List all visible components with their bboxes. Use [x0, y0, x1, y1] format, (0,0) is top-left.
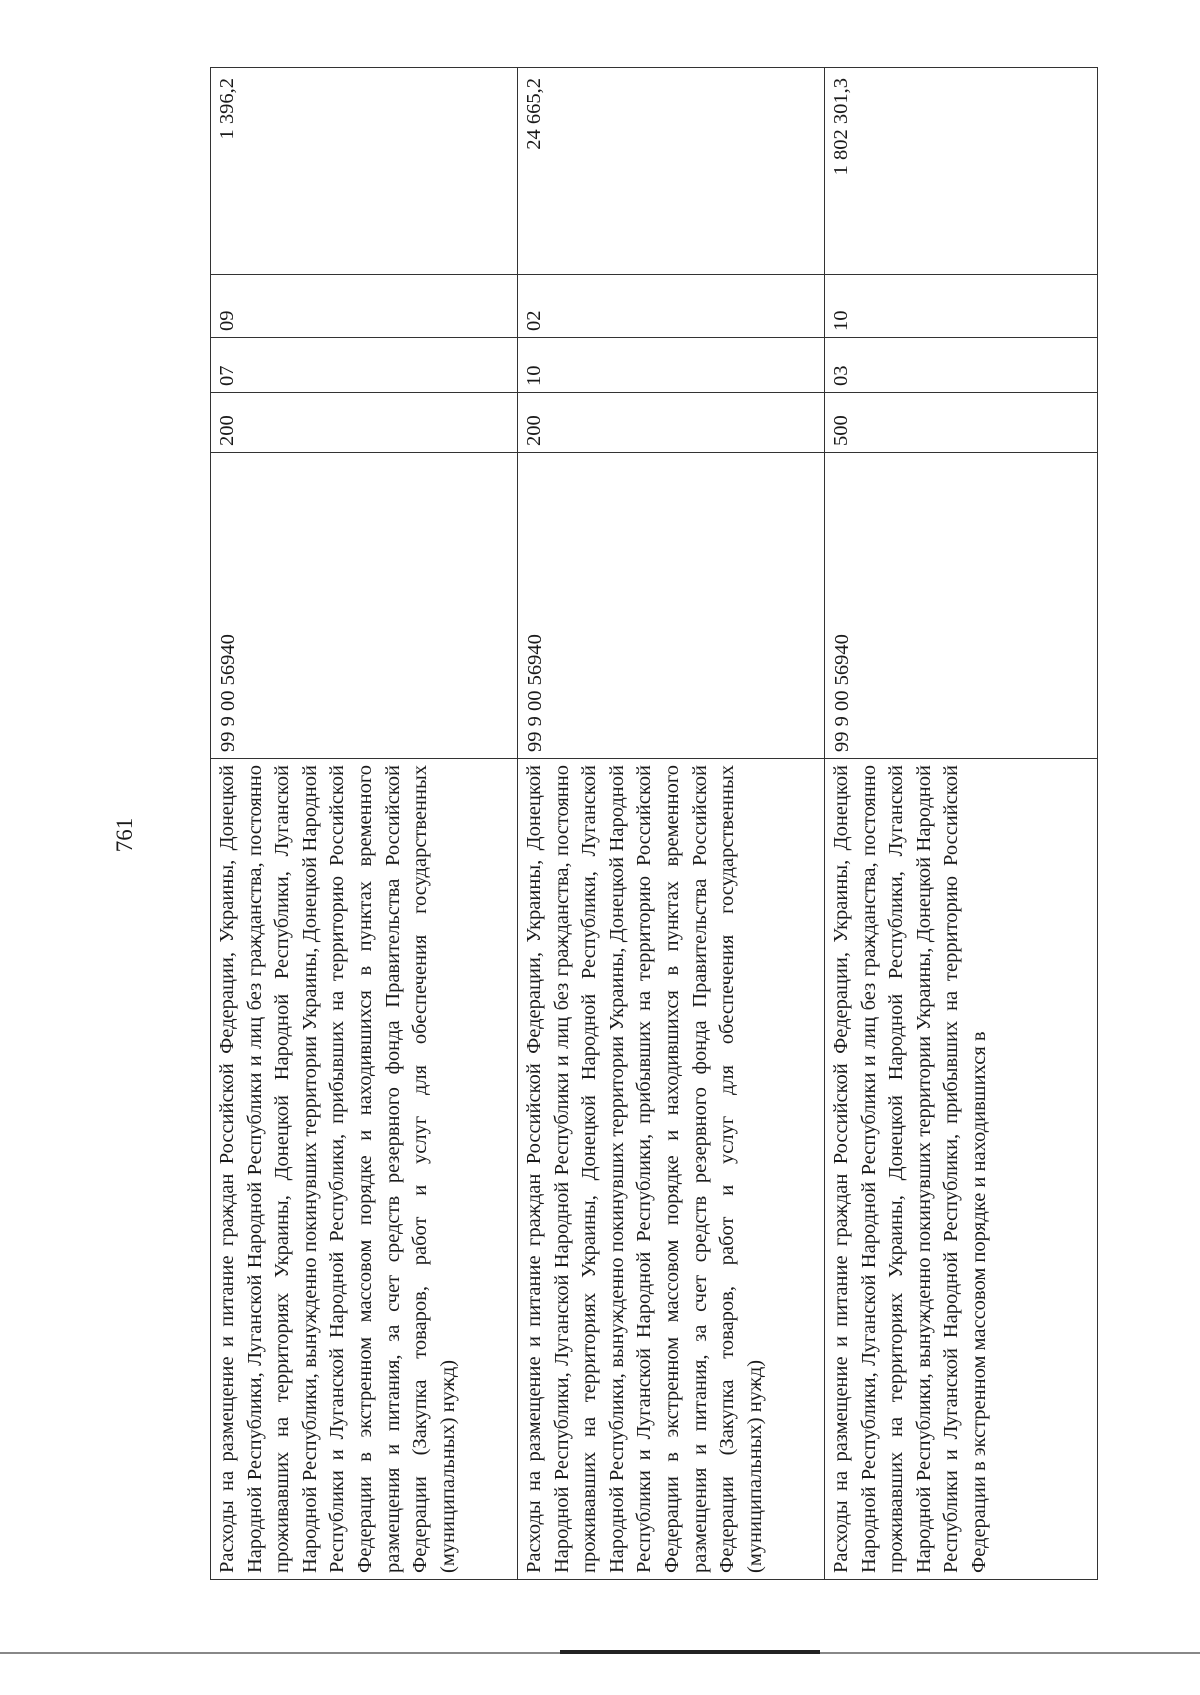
- row-target-code: 99 9 00 56940: [518, 453, 825, 759]
- row-expense-type: 200: [518, 393, 825, 453]
- row-expense-type: 500: [825, 393, 1098, 453]
- row-expense-type: 200: [211, 393, 518, 453]
- row-section: 03: [825, 338, 1098, 393]
- page-number: 761: [112, 817, 137, 853]
- row-description: Расходы на размещение и питание граждан Российской Федерации, Украины, Донецкой Народной Республики, Луганской Народной Республики и лиц без гражданства, постоянно проживавших на территориях Украины, Донецкой Народной Республики, Луганской Народной Республики, вынужденно покинувших территории Украины, Донецкой Народной Республики и Луганской Народной Республики, прибывших на территорию Российской Федерации в экстренном массовом порядке и находившихся в: [830, 765, 990, 1573]
- row-amount: 1 802 301,3: [825, 68, 1098, 275]
- budget-table: [210, 67, 1098, 1580]
- row-section: 07: [211, 338, 518, 393]
- rotated-table-container: [210, 78, 1110, 1580]
- row-subsection: 02: [518, 275, 825, 338]
- bottom-scan-line-dark: [560, 1650, 820, 1654]
- row-subsection: 09: [211, 275, 518, 338]
- row-amount: 1 396,2: [211, 68, 518, 275]
- row-section: 10: [518, 338, 825, 393]
- table-row: [211, 68, 518, 1580]
- row-description: Расходы на размещение и питание граждан Российской Федерации, Украины, Донецкой Народной Республики, Луганской Народной Республики и лиц без гражданства, постоянно проживавших на территориях Украины, Донецкой Народной Республики, Луганской Народной Республики, вынужденно покинувших территории Украины, Донецкой Народной Республики и Луганской Народной Республики, прибывших на территорию Российской Федерации в экстренном массовом порядке и находившихся в пунктах временного размещения и питания, за счет средств резервного фонда Правительства Российской Федерации (Закупка товаров, работ и услуг для обеспечения государственных (муниципальных) нужд): [518, 759, 825, 1580]
- row-description: Расходы на размещение и питание граждан Российской Федерации, Украины, Донецкой Народной Республики, Луганской Народной Республики и лиц без гражданства, постоянно проживавших на территориях Украины, Донецкой Народной Республики, Луганской Народной Республики, вынужденно покинувших территории Украины, Донецкой Народной Республики и Луганской Народной Республики, прибывших на территорию Российской Федерации в экстренном массовом порядке и находившихся в пунктах временного размещения и питания, за счет средств резервного фонда Правительства Российской Федерации (Закупка товаров, работ и услуг для обеспечения государственных (муниципальных) нужд): [211, 759, 518, 1580]
- table-row: [518, 68, 825, 1580]
- row-target-code: 99 9 00 56940: [211, 453, 518, 759]
- row-target-code: 99 9 00 56940: [825, 453, 1098, 759]
- row-subsection: 10: [825, 275, 1098, 338]
- table-row: [825, 68, 1098, 1580]
- row-description-cell: [825, 759, 1098, 1580]
- row-amount: 24 665,2: [518, 68, 825, 275]
